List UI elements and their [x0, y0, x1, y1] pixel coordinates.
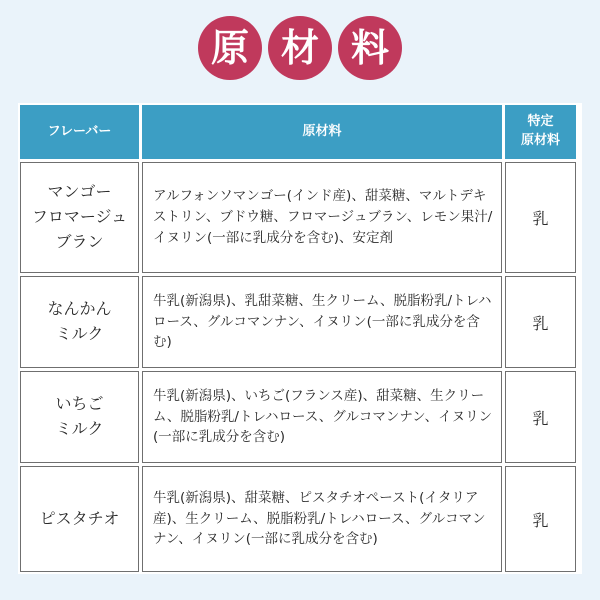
title-char-circle: 原 — [198, 16, 262, 80]
ingredients-cell — [142, 371, 502, 463]
allergen-text: 乳 — [532, 510, 549, 530]
flavor-name-line: なんかん — [47, 299, 112, 319]
flavor-name-line: フロマージュ — [31, 207, 128, 227]
flavor-cell — [20, 466, 139, 572]
allergen-text: 乳 — [532, 209, 549, 228]
allergen-cell — [505, 276, 576, 368]
header-ingredients: 原材料 — [142, 105, 502, 159]
allergen-text: 乳 — [532, 313, 549, 333]
allergen-cell — [505, 162, 576, 273]
flavor-name-line: ミルク — [55, 419, 104, 438]
allergen-text: 乳 — [532, 408, 549, 428]
allergen-cell — [505, 466, 576, 572]
header-allergen — [505, 105, 576, 159]
flavor-name-line: ミルク — [55, 324, 104, 343]
page-title — [0, 16, 600, 80]
title-char-circle: 料 — [338, 16, 402, 80]
ingredients-text: 牛乳(新潟県)、いちご(フランス産)、甜菜糖、生クリーム、脱脂粉乳/トレハロース、グルコマンナン、イヌリン(一部に乳成分を含む) — [153, 387, 493, 446]
flavor-name-line: いちご — [55, 394, 104, 414]
allergen-cell — [505, 371, 576, 463]
flavor-cell — [20, 371, 139, 463]
flavor-name-line: ピスタチオ — [39, 508, 120, 528]
ingredients-cell — [142, 466, 502, 572]
header-flavor: フレーバー — [20, 105, 139, 159]
ingredients-text: 牛乳(新潟県)、乳甜菜糖、生クリーム、脱脂粉乳/トレハロース、グルコマンナン、イヌリン(一部に乳成分を含む) — [153, 292, 492, 351]
flavor-cell — [20, 162, 139, 273]
ingredients-table — [18, 103, 582, 574]
ingredients-cell — [142, 162, 502, 273]
header-allergen-line: 原材料 — [520, 133, 560, 148]
ingredients-text: 牛乳(新潟県)、甜菜糖、ピスタチオペースト(イタリア産)、生クリーム、脱脂粉乳/トレハロース、グルコマンナン、イヌリン(一部に乳成分を含む) — [153, 489, 486, 548]
header-allergen-line: 特定 — [527, 114, 554, 130]
ingredients-cell — [142, 276, 502, 368]
flavor-cell — [20, 276, 139, 368]
flavor-name-line: マンゴー — [47, 182, 112, 202]
ingredients-text: アルフォンソマンゴー(インド産)、甜菜糖、マルトデキストリン、ブドウ糖、フロマージュブラン、レモン果汁/イヌリン(一部に乳成分を含む)、安定剤 — [153, 188, 493, 246]
title-char-circle: 材 — [268, 16, 332, 80]
flavor-name-line: ブラン — [55, 231, 104, 251]
